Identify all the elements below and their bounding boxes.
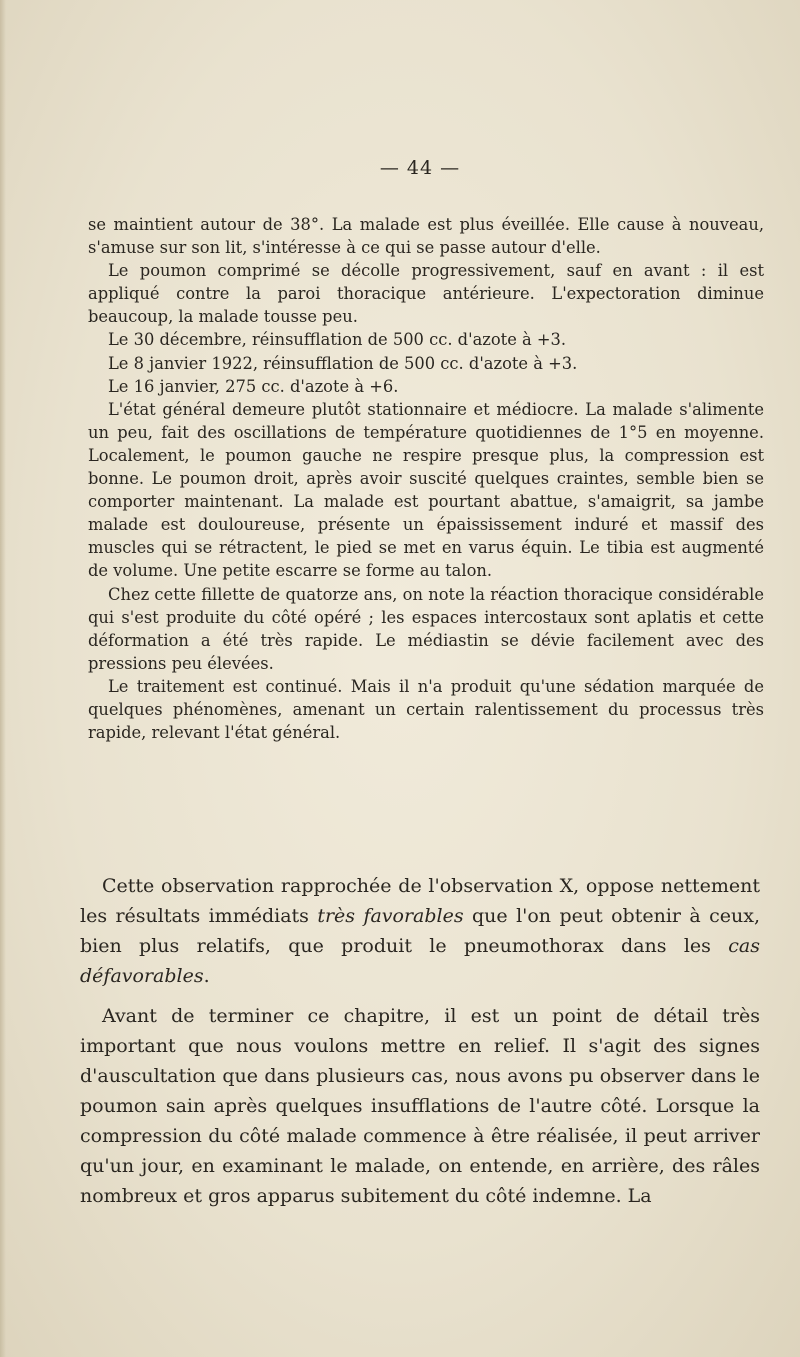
paragraph-observation-comparison (80, 871, 760, 991)
paragraph-general-state: L'état général demeure plutôt stationnaire et médiocre. La malade s'alimente un peu, fait des oscillations de température quotidiennes de 1°5 en moyenne. Localement, le poumon gauche ne respire presque plus, la compression est bonne. Le poumon droit, après avoir suscité quelques craintes, semble bien se comporter maintenant. La malade est pourtant abattue, s'amaigrit, sa jambe malade est douloureuse, présente un épaississement induré et massif des muscles qui se rétractent, le pied se met en varus équin. Le tibia est augmenté de volume. Une petite escarre se forme au talon. (88, 399, 764, 581)
paragraph-reinsufflation-jan8: Le 8 janvier 1922, réinsufflation de 500 cc. d'azote à +3. (108, 353, 578, 373)
commentary-block-1 (80, 871, 760, 991)
commentary-block-2 (80, 1001, 760, 1211)
paragraph-reinsufflation-dec30: Le 30 décembre, réinsufflation de 500 cc. d'azote à +3. (108, 330, 567, 350)
italic-segment: très favorables (317, 905, 464, 927)
text-segment: Cette observation rapprochée de l'observation X, oppose nettement les résultats immédiats (80, 875, 760, 927)
text-segment: . (203, 965, 210, 987)
observation-notes (88, 213, 764, 744)
paragraph-continuation: se maintient autour de 38°. La malade est plus éveillée. Elle cause à nouveau, s'amuse sur son lit, s'intéresse à ce qui se passe autour d'elle. (88, 215, 764, 258)
italic-segment: cas défavorables (80, 935, 760, 987)
paragraph-jan16: Le 16 janvier, 275 cc. d'azote à +6. (108, 376, 399, 396)
paragraph-lung-decollement: Le poumon comprimé se décolle progressivement, sauf en avant : il est appliqué contre la paroi thoracique antérieure. L'expectoration diminue beaucoup, la malade tousse peu. (88, 261, 764, 327)
paragraph-thoracic-reaction: Chez cette fillette de quatorze ans, on note la réaction thoracique considérable qui s'est produite du côté opéré ; les espaces intercostaux sont aplatis et cette déformation a été très rapide. Le médiastin se dévie facilement avec des pressions peu élevées. (88, 584, 764, 673)
text-segment: que l'on peut obtenir à ceux, bien plus relatifs, que produit le pneumothorax dans les (80, 905, 760, 957)
page-number: — 44 — (379, 157, 461, 179)
paragraph-treatment: Le traitement est continué. Mais il n'a produit qu'une sédation marquée de quelques phénomènes, amenant un certain ralentissement du processus très rapide, relevant l'état général. (88, 676, 764, 743)
paragraph-auscultation-signs: Avant de terminer ce chapitre, il est un point de détail très important que nous voulons mettre en relief. Il s'agit des signes d'auscultation que dans plusieurs cas, nous avons pu observer dans le poumon sain après quelques insufflations de l'autre côté. Lorsque la compression du côté malade commence à être réalisée, il peut arriver qu'un jour, en examinant le malade, on entende, en arrière, des râles nombreux et gros apparus subitement du côté indemne. La (80, 1005, 760, 1207)
